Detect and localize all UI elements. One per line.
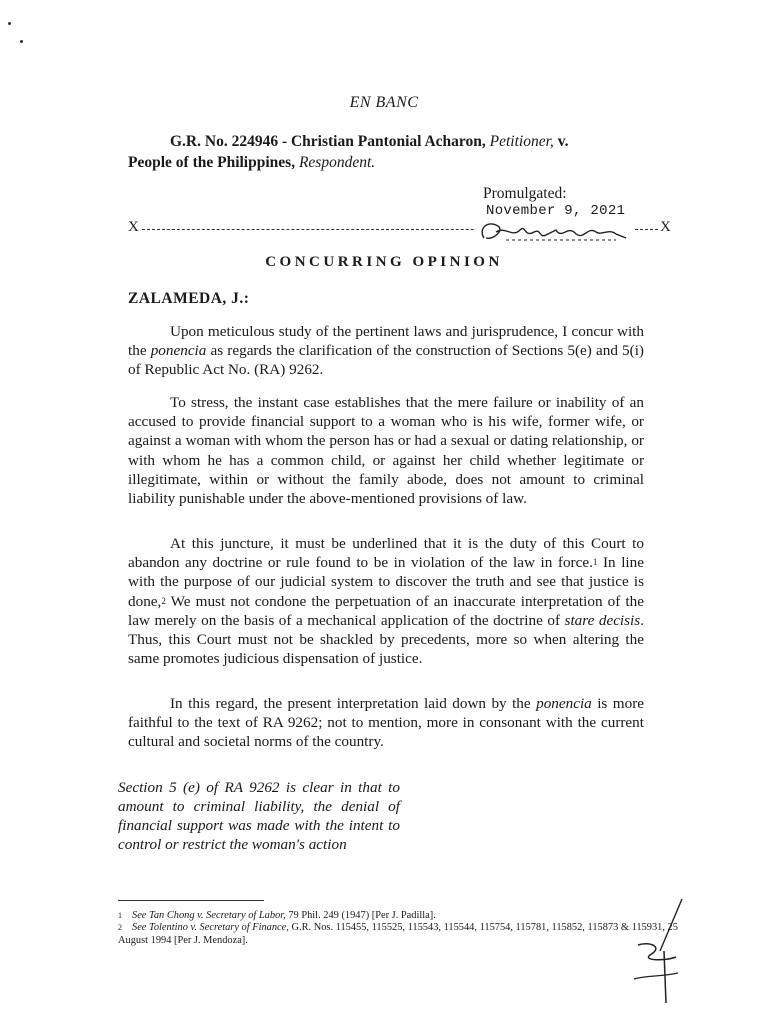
footnote-2: $^2$ See Tolentino v. Secretary of Finance, G.R. Nos. 115455, 115525, 115543, 115544, 115754, 115781, 115852, 115873 & 115931, 25 August 1994 [Per J. Mendoza]. [118, 922, 678, 946]
paragraph-1: Upon meticulous study of the pertinent laws and jurisprudence, I concur with the ponencia as regards the clarification of the construction of Sections 5(e) and 5(i) of Republic Act No. (RA) 9262. [128, 323, 644, 379]
en-banc-heading: EN BANC [349, 94, 419, 111]
section-side-heading: Section 5 (e) of RA 9262 is clear in that to amount to criminal liability, the denial of financial support was made with the intent to control or restrict the woman's action [118, 779, 400, 853]
footnote-ref-2: 2 [161, 595, 166, 606]
author-line: ZALAMEDA, J.: [128, 290, 250, 307]
versus: v. [553, 133, 569, 150]
paragraph-2: To stress, the instant case establishes that the mere failure or inability of an accused to provide financial support to a woman who is his wife, former wife, or against a woman with whom the person has or had a sexual or dating relationship, or with whom he has a common child, or against her child whether legitimate or illegitimate, within or without the family abode, does not amount to criminal liability punishable under the above-mentioned provisions of law. [128, 394, 644, 508]
footnote-ref-1: 1 [592, 557, 598, 568]
separator-x-right: X [660, 219, 671, 235]
case-number: G.R. No. 224946 - Christian Pantonial Acharon, [170, 133, 486, 150]
separator-x-left: X [128, 219, 139, 235]
scan-speck [20, 40, 23, 43]
scan-speck [8, 22, 11, 25]
paragraph-3: At this juncture, it must be underlined that it is the duty of this Court to abandon any doctrine or rule found to be in violation of the law in force.$^1$ In line with the purpose of our judicial system to discover the truth and see that justice is done,$^2$ We must not condone the perpetuation of an inaccurate interpretation of the law merely on the basis of a mechanical application of the doctrine of stare decisis. Thus, this Court must not be shackled by precedents, more so when altering the same promotes judicious dispensation of justice. [128, 535, 644, 668]
handwritten-initials [620, 895, 690, 1005]
paragraph-4: In this regard, the present interpretation laid down by the ponencia is more faithful to the text of RA 9262; not to mention, more in consonant with the current cultural and societal norms of the country. [128, 695, 644, 751]
footnote-rule [118, 900, 264, 901]
case-caption [128, 131, 648, 173]
respondent-role: Respondent. [298, 154, 376, 171]
document-title: CONCURRING OPINION [265, 254, 503, 270]
promulgated-label: Promulgated: [483, 185, 567, 202]
promulgated-date: November 9, 2021 [486, 203, 626, 219]
clerk-signature [476, 216, 634, 252]
petitioner-role: Petitioner, [489, 133, 554, 150]
footnote-1: $^1$ See Tan Chong v. Secretary of Labor, 79 Phil. 249 (1947) [Per J. Padilla]. [118, 910, 436, 921]
respondent-name: People of the Philippines, [128, 154, 296, 171]
